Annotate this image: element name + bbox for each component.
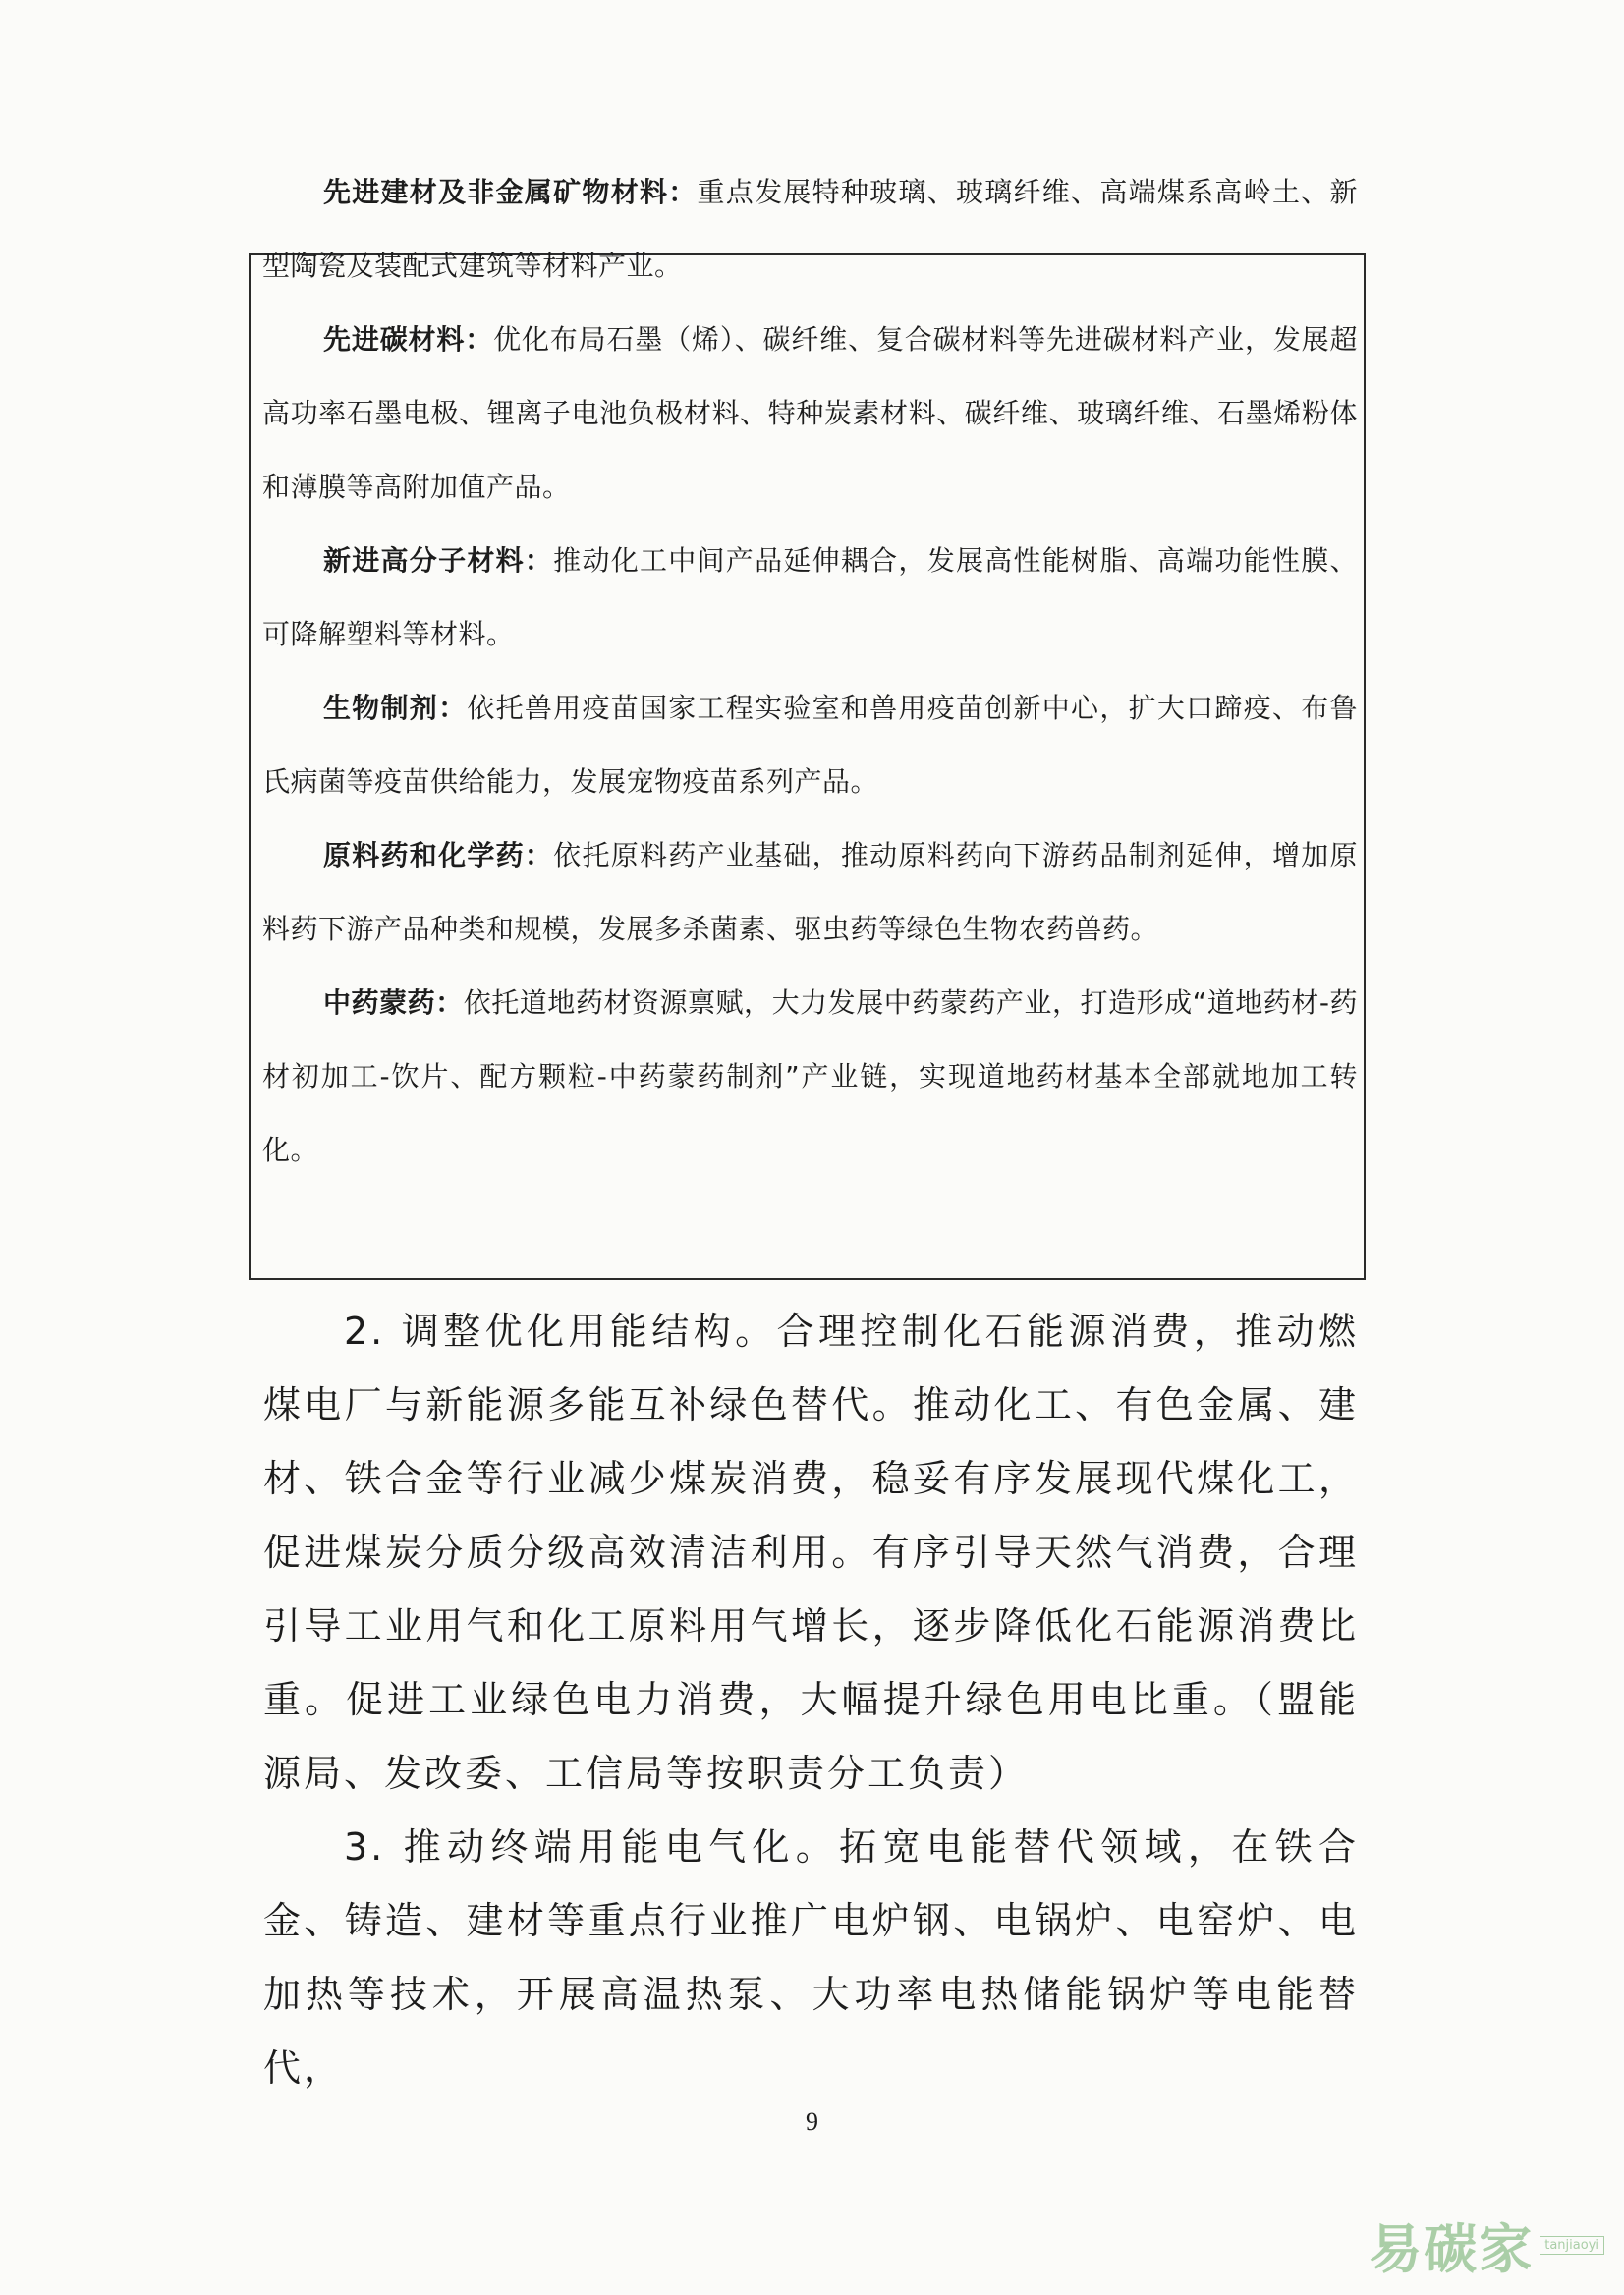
entry-term: 原料药和化学药： [323, 839, 554, 871]
box-entry [262, 524, 1358, 671]
entry-text: 依托道地药材资源禀赋，大力发展中药蒙药产业，打造形成“道地药材-药材初加工-饮片、配方颗粒-中药蒙药制剂”产业链，实现道地药材基本全部就地加工转化。 [262, 986, 1358, 1166]
entry-term: 中药蒙药： [323, 986, 464, 1019]
section-paragraph [263, 1295, 1359, 1811]
entry-text: 优化布局石墨（烯）、碳纤维、复合碳材料等先进碳材料产业，发展超高功率石墨电极、锂离子电池负极材料、特种炭素材料、碳纤维、玻璃纤维、石墨烯粉体和薄膜等高附加值产品。 [262, 323, 1358, 503]
section-heading: 3. 推动终端用能电气化。 [344, 1825, 840, 1869]
section-text: 合理控制化石能源消费，推动燃煤电厂与新能源多能互补绿色替代。推动化工、有色金属、建材、铁合金等行业减少煤炭消费，稳妥有序发展现代煤化工，促进煤炭分质分级高效清洁利用。有序引导天然气消费，合理引导工业用气和化工原料用气增长，逐步降低化石能源消费比重。促进工业绿色电力消费，大幅提升绿色用电比重。（盟能源局、发改委、工信局等按职责分工负责） [263, 1310, 1359, 1795]
box-entry [262, 966, 1358, 1187]
section-heading: 2. 调整优化用能结构。 [344, 1310, 777, 1353]
section-paragraph [263, 1811, 1359, 2105]
box-entry [262, 303, 1358, 524]
entry-text: 重点发展特种玻璃、玻璃纤维、高端煤系高岭土、新型陶瓷及装配式建筑等材料产业。 [262, 176, 1358, 282]
entry-text: 依托原料药产业基础，推动原料药向下游药品制剂延伸，增加原料药下游产品种类和规模，发展多杀菌素、驱虫药等绿色生物农药兽药。 [262, 839, 1358, 945]
entry-text: 依托兽用疫苗国家工程实验室和兽用疫苗创新中心，扩大口蹄疫、布鲁氏病菌等疫苗供给能力，发展宠物疫苗系列产品。 [262, 692, 1358, 798]
box-entry [262, 155, 1358, 303]
entry-term: 生物制剂： [323, 692, 468, 724]
entry-term: 先进碳材料： [323, 323, 494, 356]
watermark-text: 易碳家 [1369, 2218, 1535, 2280]
entry-text: 推动化工中间产品延伸耦合，发展高性能树脂、高端功能性膜、可降解塑料等材料。 [262, 544, 1358, 650]
entry-term: 新进高分子材料： [323, 544, 554, 577]
section-text: 拓宽电能替代领域，在铁合金、铸造、建材等重点行业推广电炉钢、电锅炉、电窑炉、电加热等技术，开展高温热泵、大功率电热储能锅炉等电能替代， [263, 1825, 1359, 2090]
watermark-subtext: tanjiaoyi [1540, 2236, 1604, 2255]
watermark-logo [1369, 2208, 1604, 2283]
box-entry [262, 818, 1358, 966]
box-entry [262, 671, 1358, 818]
entry-term: 先进建材及非金属矿物材料： [323, 176, 698, 208]
page-number: 9 [806, 2107, 818, 2136]
